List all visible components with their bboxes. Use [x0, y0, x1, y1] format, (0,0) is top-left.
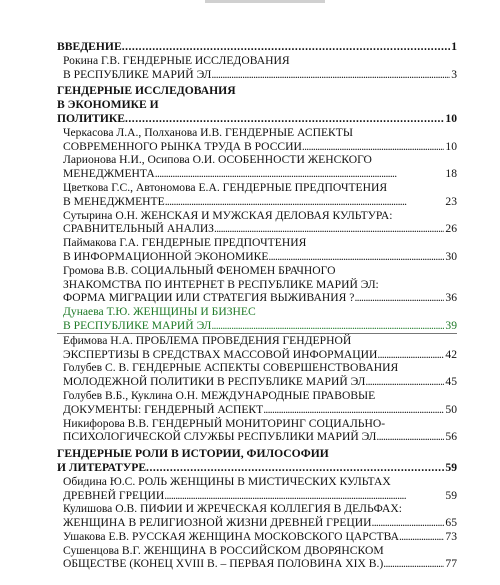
toc-line-text: Никифорова В.В. ГЕНДЕРНЫЙ МОНИТОРИНГ СОЦИАЛЬНО- [63, 416, 386, 430]
toc-line [57, 361, 457, 375]
toc-leader-dots [365, 375, 444, 389]
toc-line [57, 557, 457, 571]
toc-line [57, 112, 457, 126]
toc-page-number: 1 [451, 40, 457, 53]
toc-entry [57, 181, 457, 209]
toc-line [57, 98, 457, 112]
toc-page-number: 18 [445, 167, 457, 181]
toc-line-text: Голубев В.Б., Куклина О.Н. МЕЖДУНАРОДНЫЕ ПРАВОВЫЕ [63, 388, 376, 402]
toc-entry [57, 530, 457, 544]
toc-line [57, 84, 457, 98]
toc-line [57, 544, 457, 558]
toc-line-text: В РЕСПУБЛИКЕ МАРИЙ ЭЛ [63, 67, 212, 81]
toc-line [57, 278, 457, 292]
toc-line [57, 348, 457, 362]
toc-leader-dots [372, 516, 445, 530]
toc-entry [57, 126, 457, 154]
toc-line-text: Паймакова Г.А. ГЕНДЕРНЫЕ ПРЕДПОЧТЕНИЯ [63, 236, 307, 250]
toc-line [57, 250, 457, 264]
toc-line-text: Дунаева Т.Ю. ЖЕНЩИНЫ И БИЗНЕС [63, 305, 256, 319]
toc-entry [57, 305, 457, 334]
toc-line [57, 264, 457, 278]
toc-entry [57, 264, 457, 305]
toc-line [57, 153, 457, 167]
toc-line-text: ФОРМА МИГРАЦИИ ИЛИ СТРАТЕГИЯ ВЫЖИВАНИЯ ? [63, 291, 355, 305]
toc-leader-dots [354, 291, 444, 305]
toc-leader-dots [146, 461, 444, 475]
toc-line-text: Ушакова Е.В. РУССКАЯ ЖЕНЩИНА МОСКОВСКОГО ЦАРСТВА [63, 529, 399, 543]
table-of-contents [57, 40, 457, 571]
toc-line [57, 291, 457, 305]
toc-line [57, 222, 457, 236]
toc-line [57, 54, 457, 68]
toc-line [57, 195, 457, 209]
toc-entry [57, 389, 457, 417]
toc-line-text: ДРЕВНЕЙ ГРЕЦИИ [63, 488, 165, 502]
toc-page-number: 59 [445, 488, 457, 502]
toc-line [57, 319, 457, 334]
toc-line [57, 40, 457, 54]
toc-line-text: СРАВНИТЕЛЬНЫЙ АНАЛИЗ [63, 222, 214, 236]
toc-line [57, 530, 457, 544]
toc-line [57, 403, 457, 417]
toc-leader-dots [214, 222, 444, 236]
toc-leader-dots [211, 68, 450, 82]
toc-page-number: 45 [445, 375, 457, 389]
toc-line-text: Черкасова Л.А., Полханова И.В. ГЕНДЕРНЫЕ АСПЕКТЫ [63, 125, 353, 139]
toc-entry [57, 361, 457, 389]
toc-line-text: ДОКУМЕНТЫ: ГЕНДЕРНЫЙ АСПЕКТ [63, 402, 264, 416]
toc-entry [57, 54, 457, 82]
toc-entry [57, 417, 457, 445]
toc-line [57, 461, 457, 475]
toc-line [57, 334, 457, 348]
toc-line-text: Кулишова О.В. ПИФИИ И ЖРЕЧЕСКАЯ КОЛЛЕГИЯ В ДЕЛЬФАХ: [63, 502, 402, 516]
toc-line [57, 417, 457, 431]
toc-line [57, 209, 457, 223]
toc-line-text: Ефимова Н.А. ПРОБЛЕМА ПРОВЕДЕНИЯ ГЕНДЕРНОЙ [63, 333, 352, 347]
toc-line-text: Голубев С. В. ГЕНДЕРНЫЕ АСПЕКТЫ СОВЕРШЕНСТВОВАНИЯ [63, 361, 399, 375]
toc-page-number: 26 [445, 222, 457, 236]
toc-entry [57, 544, 457, 572]
toc-entry [57, 153, 457, 181]
toc-line [57, 516, 457, 530]
toc-line-text: ЗНАКОМСТВА ПО ИНТЕРНЕТ В РЕСПУБЛИКЕ МАРИЙ ЭЛ: [63, 277, 379, 291]
toc-entry [57, 209, 457, 237]
toc-leader-dots [155, 167, 445, 181]
toc-line [57, 430, 457, 444]
toc-line [57, 126, 457, 140]
toc-line-text: ГЕНДЕРНЫЕ РОЛИ В ИСТОРИИ, ФИЛОСОФИИ [57, 447, 329, 461]
toc-page-number: 56 [445, 430, 457, 444]
toc-line-text: ЖЕНЩИНА В РЕЛИГИОЗНОЙ ЖИЗНИ ДРЕВНЕЙ ГРЕЦИИ [63, 516, 372, 530]
toc-line [57, 375, 457, 389]
toc-page-number: 23 [445, 194, 457, 208]
toc-entry [57, 475, 457, 503]
toc-line [57, 389, 457, 403]
toc-leader-dots [165, 195, 445, 209]
toc-line [57, 305, 457, 319]
toc-page-number: 10 [445, 111, 457, 125]
toc-line [57, 475, 457, 489]
toc-page-number: 77 [445, 557, 457, 571]
toc-line-text: Сушенцова В.Г. ЖЕНЩИНА В РОССИЙСКОМ ДВОРЯНСКОМ [63, 543, 384, 557]
toc-line-text: В МЕНЕДЖМЕНТЕ [63, 194, 165, 208]
toc-page-number: 42 [445, 347, 457, 361]
toc-page-number: 10 [445, 139, 457, 153]
toc-line-text: Сутырина О.Н. ЖЕНСКАЯ И МУЖСКАЯ ДЕЛОВАЯ КУЛЬТУРА: [63, 208, 393, 222]
toc-leader-dots [302, 140, 445, 154]
toc-line-text: ВВЕДЕНИЕ [57, 40, 122, 53]
toc-line-text: И ЛИТЕРАТУРЕ [57, 460, 147, 474]
toc-line-text: В ИНФОРМАЦИОННОЙ ЭКОНОМИКЕ [63, 249, 269, 263]
toc-leader-dots [122, 40, 451, 54]
toc-leader-dots [383, 557, 444, 571]
toc-line-text: МОЛОДЕЖНОЙ ПОЛИТИКИ В РЕСПУБЛИКЕ МАРИЙ ЭЛ [63, 375, 366, 389]
toc-leader-dots [164, 489, 444, 503]
toc-leader-dots [263, 403, 444, 417]
toc-section-heading [57, 40, 457, 54]
header-rule [205, 0, 325, 3]
toc-line-text: Цветкова Г.С., Автономова Е.А. ГЕНДЕРНЫЕ ПРЕДПОЧТЕНИЯ [63, 180, 388, 194]
toc-line-text: ГЕНДЕРНЫЕ ИССЛЕДОВАНИЯ [57, 84, 236, 98]
toc-line-text: ОБЩЕСТВЕ (КОНЕЦ XVIII В. – ПЕРВАЯ ПОЛОВИНА XIX В.) [63, 557, 384, 571]
toc-page-number: 50 [445, 402, 457, 416]
toc-entry [57, 502, 457, 530]
toc-leader-dots [125, 112, 444, 126]
toc-page-number: 73 [445, 529, 457, 543]
toc-line-text: Рокина Г.В. ГЕНДЕРНЫЕ ИССЛЕДОВАНИЯ [63, 53, 290, 67]
toc-line [57, 140, 457, 154]
toc-page-number: 36 [445, 291, 457, 305]
toc-page-number: 65 [445, 516, 457, 530]
toc-line [57, 489, 457, 503]
toc-line-text: СОВРЕМЕННОГО РЫНКА ТРУДА В РОССИИ [63, 139, 302, 153]
toc-line-text: ПСИХОЛОГИЧЕСКОЙ СЛУЖБЫ РЕСПУБЛИКИ МАРИЙ ЭЛ [63, 430, 377, 444]
toc-page-number: 59 [445, 460, 457, 474]
toc-section-heading [57, 447, 457, 475]
toc-page-number: 30 [445, 249, 457, 263]
toc-line [57, 167, 457, 181]
toc-leader-dots [377, 348, 444, 362]
toc-line-text: ПОЛИТИКЕ [57, 111, 126, 125]
toc-entry [57, 334, 457, 362]
toc-line [57, 236, 457, 250]
toc-line-text: Громова В.В. СОЦИАЛЬНЫЙ ФЕНОМЕН БРАЧНОГО [63, 263, 336, 277]
toc-section-heading [57, 84, 457, 125]
toc-line [57, 68, 457, 82]
toc-entry [57, 236, 457, 264]
toc-line-text: ЭКСПЕРТИЗЫ В СРЕДСТВАХ МАССОВОЙ ИНФОРМАЦИИ [63, 347, 378, 361]
toc-line [57, 181, 457, 195]
toc-page-number: 39 [445, 318, 457, 332]
toc-line-text: Обидина Ю.С. РОЛЬ ЖЕНЩИНЫ В МИСТИЧЕСКИХ КУЛЬТАХ [63, 474, 391, 488]
toc-leader-dots [211, 319, 444, 333]
toc-line-text: В РЕСПУБЛИКЕ МАРИЙ ЭЛ [63, 318, 212, 332]
toc-line-text: Ларионова Н.И., Осипова О.И. ОСОБЕННОСТИ ЖЕНСКОГО [63, 153, 372, 167]
toc-line [57, 502, 457, 516]
toc-page-number: 3 [451, 67, 457, 81]
toc-line-text: В ЭКОНОМИКЕ И [57, 98, 159, 112]
toc-line-text: МЕНЕДЖМЕНТА [63, 167, 155, 181]
toc-line [57, 447, 457, 461]
toc-leader-dots [376, 430, 444, 444]
toc-leader-dots [268, 250, 444, 264]
toc-leader-dots [399, 530, 444, 544]
